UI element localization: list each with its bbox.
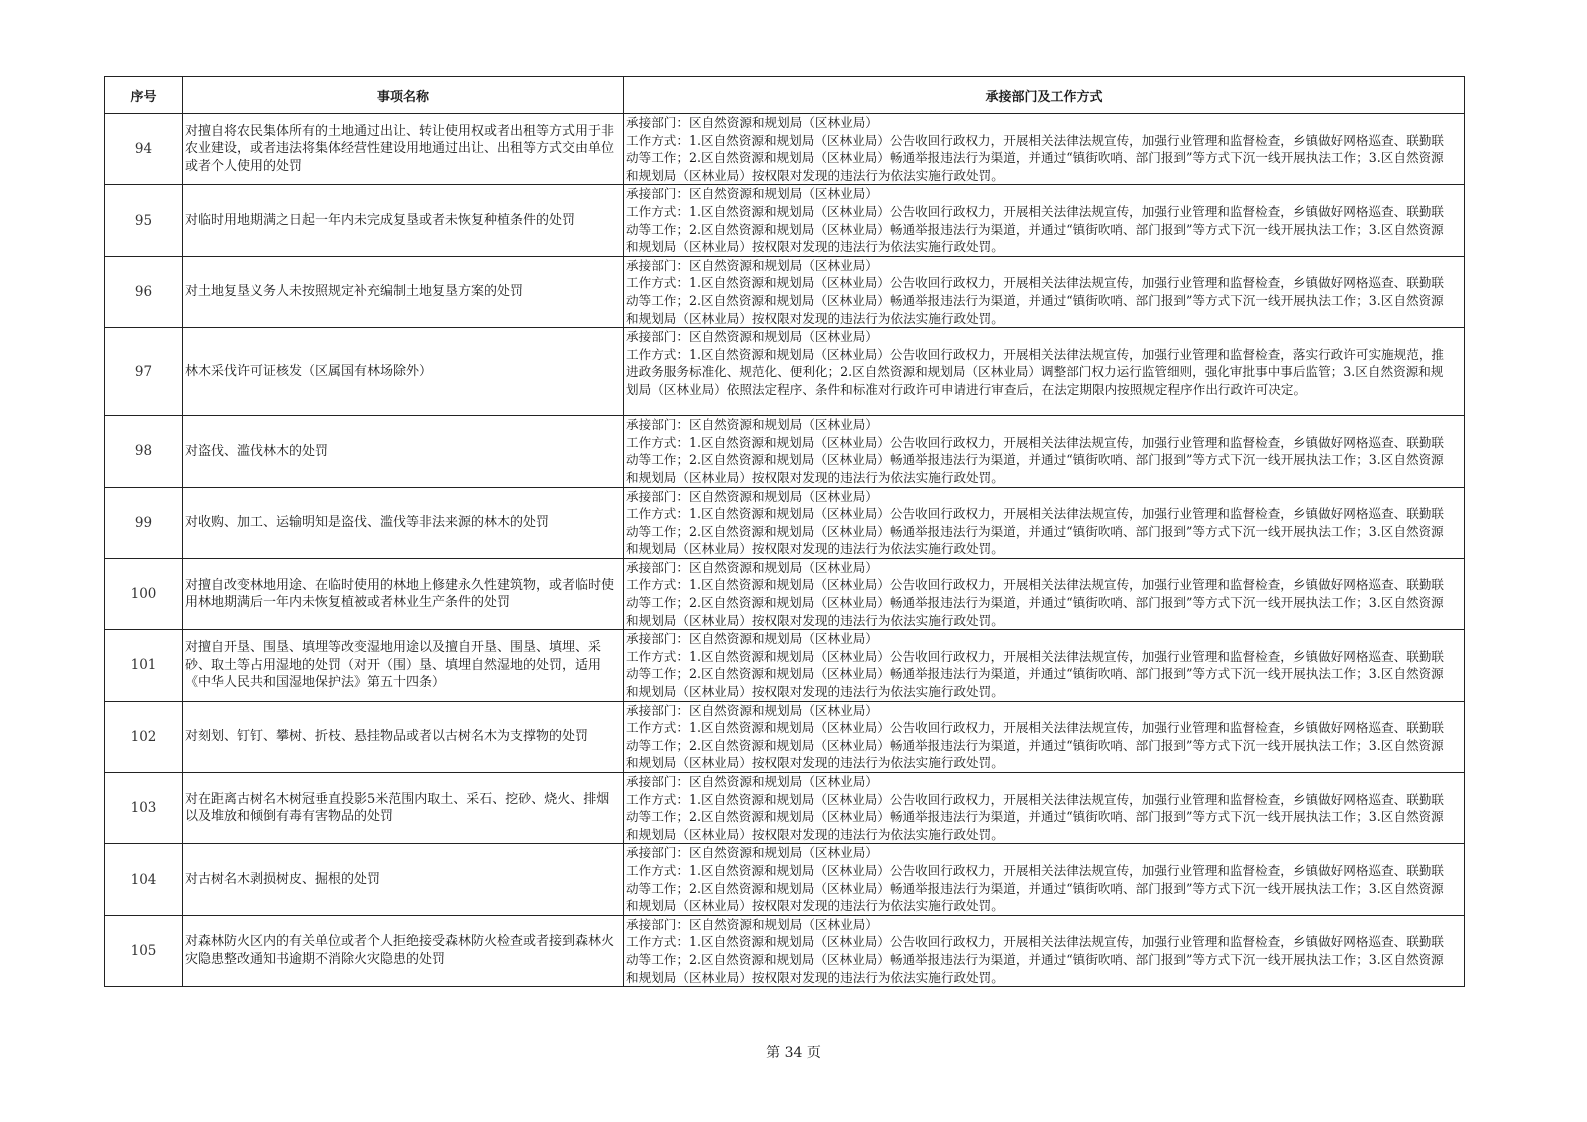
row-dept-method <box>624 416 1465 487</box>
row-seq: 101 <box>105 630 183 701</box>
row-item-name: 对土地复垦义务人未按照规定补充编制土地复垦方案的处罚 <box>183 256 624 327</box>
row-dept: 承接部门：区自然资源和规划局（区林业局） <box>626 488 878 504</box>
row-dept: 承接部门：区自然资源和规划局（区林业局） <box>626 916 878 932</box>
row-seq: 100 <box>105 558 183 629</box>
row-seq: 102 <box>105 701 183 772</box>
row-item-name: 对盗伐、滥伐林木的处罚 <box>183 416 624 487</box>
row-dept: 承接部门：区自然资源和规划局（区林业局） <box>626 257 878 273</box>
table-row <box>105 328 1465 416</box>
header-seq: 序号 <box>105 77 183 114</box>
row-dept-method <box>624 487 1465 558</box>
table-row <box>105 416 1465 487</box>
table-row <box>105 558 1465 629</box>
row-item-name: 对森林防火区内的有关单位或者个人拒绝接受森林防火检查或者接到森林火灾隐患整改通知书逾期不消除火灾隐患的处罚 <box>183 915 624 986</box>
table-row <box>105 185 1465 256</box>
row-seq: 94 <box>105 114 183 185</box>
row-seq: 99 <box>105 487 183 558</box>
table-row <box>105 773 1465 844</box>
row-dept-method <box>624 701 1465 772</box>
row-item-name: 对擅自将农民集体所有的土地通过出让、转让使用权或者出租等方式用于非农业建设，或者违法将集体经营性建设用地通过出让、出租等方式交由单位或者个人使用的处罚 <box>183 114 624 185</box>
table-row <box>105 844 1465 915</box>
row-dept-method <box>624 185 1465 256</box>
row-method: 工作方式：1.区自然资源和规划局（区林业局）公告收回行政权力，开展相关法律法规宣传，加强行业管理和监督检查，落实行政许可实施规范，推进政务服务标准化、规范化、便利化；2.区自然资源和规划局（区林业局）调整部门权力运行监管细则，强化审批事中事后监管；3.区自然资源和规划局（区林业局）依照法定程序、条件和标准对行政许可申请进行审查后，在法定期限内按照规定程序作出行政许可决定。 <box>626 346 1445 397</box>
row-seq: 103 <box>105 773 183 844</box>
row-item-name: 对临时用地期满之日起一年内未完成复垦或者未恢复种植条件的处罚 <box>183 185 624 256</box>
table-header-row <box>105 77 1465 114</box>
row-method: 工作方式：1.区自然资源和规划局（区林业局）公告收回行政权力，开展相关法律法规宣传，加强行业管理和监督检查，乡镇做好网格巡查、联勤联动等工作；2.区自然资源和规划局（区林业局）畅通举报违法行为渠道，并通过“镇街吹哨、部门报到”等方式下沉一线开展执法工作；3.区自然资源和规划局（区林业局）按权限对发现的违法行为依法实施行政处罚。 <box>626 862 1445 914</box>
table-row <box>105 701 1465 772</box>
row-dept: 承接部门：区自然资源和规划局（区林业局） <box>626 329 878 345</box>
row-seq: 104 <box>105 844 183 915</box>
row-seq: 96 <box>105 256 183 327</box>
table-row <box>105 630 1465 701</box>
row-item-name: 对刻划、钉钉、攀树、折枝、悬挂物品或者以古树名木为支撑物的处罚 <box>183 701 624 772</box>
row-item-name: 林木采伐许可证核发（区属国有林场除外） <box>183 328 624 416</box>
row-item-name: 对在距离古树名木树冠垂直投影5米范围内取土、采石、挖砂、烧火、排烟以及堆放和倾倒有毒有害物品的处罚 <box>183 773 624 844</box>
row-dept: 承接部门：区自然资源和规划局（区林业局） <box>626 845 878 861</box>
row-seq: 98 <box>105 416 183 487</box>
row-method: 工作方式：1.区自然资源和规划局（区林业局）公告收回行政权力，开展相关法律法规宣传，加强行业管理和监督检查，乡镇做好网格巡查、联勤联动等工作；2.区自然资源和规划局（区林业局）畅通举报违法行为渠道，并通过“镇街吹哨、部门报到”等方式下沉一线开展执法工作；3.区自然资源和规划局（区林业局）按权限对发现的违法行为依法实施行政处罚。 <box>626 934 1445 985</box>
row-method: 工作方式：1.区自然资源和规划局（区林业局）公告收回行政权力，开展相关法律法规宣传，加强行业管理和监督检查，乡镇做好网格巡查、联勤联动等工作；2.区自然资源和规划局（区林业局）畅通举报违法行为渠道，并通过“镇街吹哨、部门报到”等方式下沉一线开展执法工作；3.区自然资源和规划局（区林业局）按权限对发现的违法行为依法实施行政处罚。 <box>626 275 1445 326</box>
table-row <box>105 256 1465 327</box>
row-dept: 承接部门：区自然资源和规划局（区林业局） <box>626 115 878 130</box>
row-dept-method <box>624 773 1465 844</box>
row-dept-method <box>624 256 1465 327</box>
row-seq: 95 <box>105 185 183 256</box>
row-dept-method <box>624 114 1465 185</box>
row-method: 工作方式：1.区自然资源和规划局（区林业局）公告收回行政权力，开展相关法律法规宣传，加强行业管理和监督检查，乡镇做好网格巡查、联勤联动等工作；2.区自然资源和规划局（区林业局）畅通举报违法行为渠道，并通过“镇街吹哨、部门报到”等方式下沉一线开展执法工作；3.区自然资源和规划局（区林业局）按权限对发现的违法行为依法实施行政处罚。 <box>626 203 1445 255</box>
matters-table <box>104 76 1465 987</box>
row-seq: 97 <box>105 328 183 416</box>
row-method: 工作方式：1.区自然资源和规划局（区林业局）公告收回行政权力，开展相关法律法规宣传，加强行业管理和监督检查，乡镇做好网格巡查、联勤联动等工作；2.区自然资源和规划局（区林业局）畅通举报违法行为渠道，并通过“镇街吹哨、部门报到”等方式下沉一线开展执法工作；3.区自然资源和规划局（区林业局）按权限对发现的违法行为依法实施行政处罚。 <box>626 434 1445 485</box>
row-method: 工作方式：1.区自然资源和规划局（区林业局）公告收回行政权力，开展相关法律法规宣传，加强行业管理和监督检查，乡镇做好网格巡查、联勤联动等工作；2.区自然资源和规划局（区林业局）畅通举报违法行为渠道，并通过“镇街吹哨、部门报到”等方式下沉一线开展执法工作；3.区自然资源和规划局（区林业局）按权限对发现的违法行为依法实施行政处罚。 <box>626 506 1445 557</box>
row-dept: 承接部门：区自然资源和规划局（区林业局） <box>626 774 878 789</box>
row-method: 工作方式：1.区自然资源和规划局（区林业局）公告收回行政权力，开展相关法律法规宣传，加强行业管理和监督检查，乡镇做好网格巡查、联勤联动等工作；2.区自然资源和规划局（区林业局）畅通举报违法行为渠道，并通过“镇街吹哨、部门报到”等方式下沉一线开展执法工作；3.区自然资源和规划局（区林业局）按权限对发现的违法行为依法实施行政处罚。 <box>626 577 1445 628</box>
header-item-name: 事项名称 <box>183 77 624 114</box>
table-row <box>105 114 1465 185</box>
row-dept-method <box>624 915 1465 986</box>
row-dept-method <box>624 558 1465 629</box>
row-method: 工作方式：1.区自然资源和规划局（区林业局）公告收回行政权力，开展相关法律法规宣传，加强行业管理和监督检查，乡镇做好网格巡查、联勤联动等工作；2.区自然资源和规划局（区林业局）畅通举报违法行为渠道，并通过“镇街吹哨、部门报到”等方式下沉一线开展执法工作；3.区自然资源和规划局（区林业局）按权限对发现的违法行为依法实施行政处罚。 <box>626 791 1445 842</box>
row-dept: 承接部门：区自然资源和规划局（区林业局） <box>626 631 878 647</box>
row-dept-method <box>624 328 1465 416</box>
row-method: 工作方式：1.区自然资源和规划局（区林业局）公告收回行政权力，开展相关法律法规宣传，加强行业管理和监督检查，乡镇做好网格巡查、联勤联动等工作；2.区自然资源和规划局（区林业局）畅通举报违法行为渠道，并通过“镇街吹哨、部门报到”等方式下沉一线开展执法工作；3.区自然资源和规划局（区林业局）按权限对发现的违法行为依法实施行政处罚。 <box>626 648 1445 700</box>
row-item-name: 对收购、加工、运输明知是盗伐、滥伐等非法来源的林木的处罚 <box>183 487 624 558</box>
row-dept: 承接部门：区自然资源和规划局（区林业局） <box>626 186 878 202</box>
page-number: 第 34 页 <box>766 1045 821 1061</box>
row-method: 工作方式：1.区自然资源和规划局（区林业局）公告收回行政权力，开展相关法律法规宣传，加强行业管理和监督检查，乡镇做好网格巡查、联勤联动等工作；2.区自然资源和规划局（区林业局）畅通举报违法行为渠道，并通过“镇街吹哨、部门报到”等方式下沉一线开展执法工作；3.区自然资源和规划局（区林业局）按权限对发现的违法行为依法实施行政处罚。 <box>626 720 1445 771</box>
row-dept: 承接部门：区自然资源和规划局（区林业局） <box>626 417 878 433</box>
table-row <box>105 915 1465 986</box>
row-item-name: 对擅自改变林地用途、在临时使用的林地上修建永久性建筑物，或者临时使用林地期满后一年内未恢复植被或者林业生产条件的处罚 <box>183 558 624 629</box>
table-row <box>105 487 1465 558</box>
row-dept-method <box>624 630 1465 701</box>
row-item-name: 对擅自开垦、围垦、填埋等改变湿地用途以及擅自开垦、围垦、填埋、采砂、取土等占用湿地的处罚（对开（围）垦、填埋自然湿地的处罚，适用《中华人民共和国湿地保护法》第五十四条） <box>183 630 624 701</box>
row-seq: 105 <box>105 915 183 986</box>
row-dept-method <box>624 844 1465 915</box>
row-dept: 承接部门：区自然资源和规划局（区林业局） <box>626 559 878 575</box>
row-item-name: 对古树名木剥损树皮、掘根的处罚 <box>183 844 624 915</box>
header-dept-method: 承接部门及工作方式 <box>624 77 1465 114</box>
row-dept: 承接部门：区自然资源和规划局（区林业局） <box>626 702 878 718</box>
row-method: 工作方式：1.区自然资源和规划局（区林业局）公告收回行政权力，开展相关法律法规宣传，加强行业管理和监督检查，乡镇做好网格巡查、联勤联动等工作；2.区自然资源和规划局（区林业局）畅通举报违法行为渠道，并通过“镇街吹哨、部门报到”等方式下沉一线开展执法工作；3.区自然资源和规划局（区林业局）按权限对发现的违法行为依法实施行政处罚。 <box>626 132 1445 183</box>
